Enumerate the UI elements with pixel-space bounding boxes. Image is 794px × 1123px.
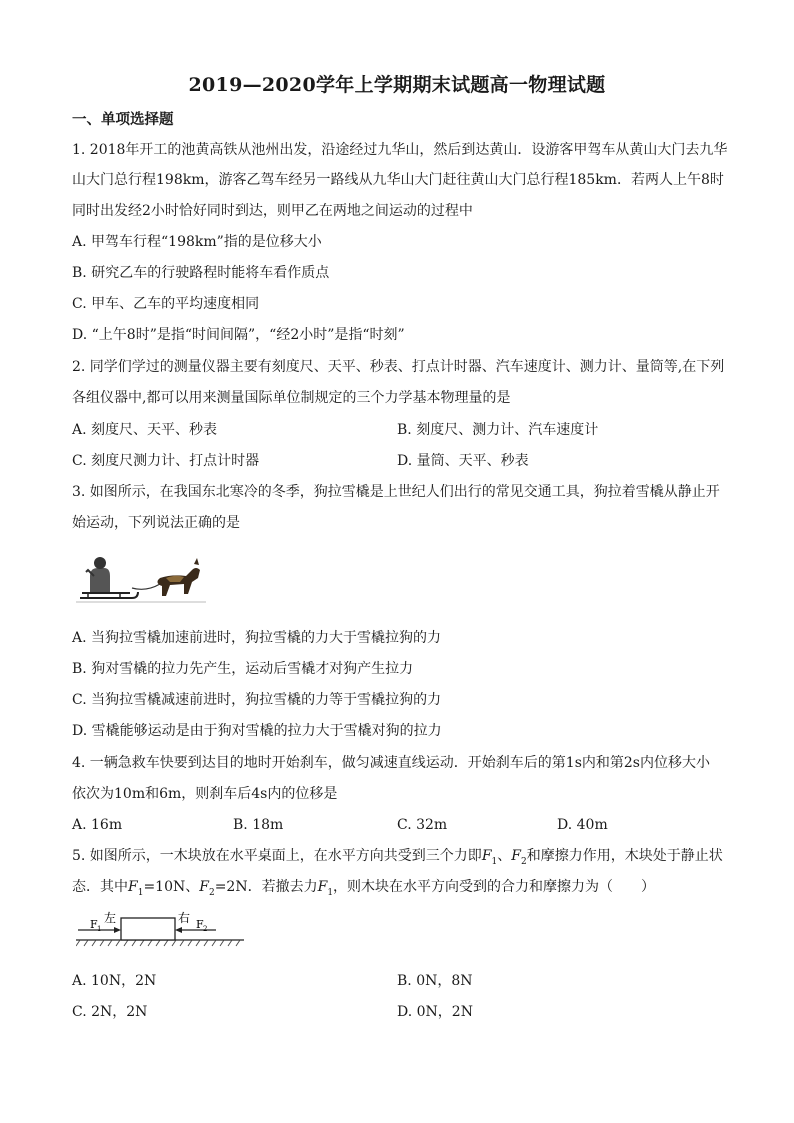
wood-block <box>121 918 175 940</box>
f2-label-sub: 2 <box>203 925 208 933</box>
q2-line-1: 2. 同学们学过的测量仪器主要有刻度尺、天平、秒表、打点计时器、汽车速度计、测力计、量筒等,在下列 <box>72 359 725 375</box>
q3-option-d: D. 雪橇能够运动是由于狗对雪橇的拉力大于雪橇对狗的拉力 <box>72 723 442 739</box>
q3-line-2: 始运动，下列说法正确的是 <box>72 515 240 531</box>
q5-option-b: B. 0N，8N <box>397 973 473 989</box>
q4-line-2: 依次为10m和6m，则刹车后4s内的位移是 <box>72 786 338 802</box>
q4-option-b: B. 18m <box>233 817 284 833</box>
q3-line-1: 3. 如图所示，在我国东北寒冷的冬季，狗拉雪橇是上世纪人们出行的常见交通工具，狗拉着雪橇从静止开 <box>72 484 720 500</box>
q3-option-c: C. 当狗拉雪橇减速前进时，狗拉雪橇的力等于雪橇拉狗的力 <box>72 692 442 708</box>
q1-option-a: A. 甲驾车行程“198km”指的是位移大小 <box>72 234 322 250</box>
q1-line-1: 1. 2018年开工的池黄高铁从池州出发，沿途经过九华山，然后到达黄山．设游客甲驾车从黄山大门去九华 <box>72 142 728 158</box>
dog-sled-illustration <box>76 552 206 610</box>
f1-label-sub: 1 <box>97 925 102 933</box>
q4-line-1: 4. 一辆急救车快要到达目的地时开始刹车，做匀减速直线运动．开始刹车后的第1s内和第2s内位移大小 <box>72 755 710 771</box>
f1-label-letter: F <box>90 918 98 931</box>
page-title: 2019—2020学年上学期期末试题高一物理试题 <box>188 74 606 96</box>
q3-option-b: B. 狗对雪橇的拉力先产生，运动后雪橇才对狗产生拉力 <box>72 661 414 677</box>
q5-option-d: D. 0N，2N <box>397 1004 473 1020</box>
q2-option-b: B. 刻度尺、测力计、汽车速度计 <box>397 422 599 438</box>
q4-option-d: D. 40m <box>557 817 608 833</box>
q2-option-d: D. 量筒、天平、秒表 <box>397 453 529 469</box>
q1-line-3: 同时出发经2小时恰好同时到达，则甲乙在两地之间运动的过程中 <box>72 203 473 219</box>
section-heading: 一、单项选择题 <box>72 111 174 128</box>
q1-line-2: 山大门总行程198km，游客乙驾车经另一路线从九华山大门赶往黄山大门总行程185km．若两人上午8时 <box>72 172 724 188</box>
q4-option-c: C. 32m <box>397 817 448 833</box>
f2-label-letter: F <box>196 918 204 931</box>
q2-option-a: A. 刻度尺、天平、秒表 <box>72 422 218 438</box>
left-label: 左 <box>104 911 117 925</box>
force-diagram <box>76 910 246 952</box>
q2-line-2: 各组仪器中,都可以用来测量国际单位制规定的三个力学基本物理量的是 <box>72 390 511 406</box>
q1-option-d: D. “上午8时”是指“时间间隔”，“经2小时”是指“时刻” <box>72 327 405 343</box>
right-label: 右 <box>178 911 191 925</box>
q3-option-a: A. 当狗拉雪橇加速前进时，狗拉雪橇的力大于雪橇拉狗的力 <box>72 630 442 646</box>
q5-option-a: A. 10N，2N <box>72 973 157 989</box>
q5-option-c: C. 2N，2N <box>72 1004 148 1020</box>
q1-option-b: B. 研究乙车的行驶路程时能将车看作质点 <box>72 265 330 281</box>
q4-option-a: A. 16m <box>72 817 123 833</box>
q5-line-2: 态．其中$F_1=10N$、$F_2=2N$．若撤去力$F_1$，则木块在水平方向受到的合力和摩擦力为（ ） <box>72 879 656 898</box>
q1-option-c: C. 甲车、乙车的平均速度相同 <box>72 296 260 312</box>
q2-option-c: C. 刻度尺测力计、打点计时器 <box>72 453 260 469</box>
q5-line-1: 5. 如图所示，一木块放在水平桌面上，在水平方向共受到三个力即$F_1$、$F_2$和摩擦力作用，木块处于静止状 <box>72 848 723 867</box>
